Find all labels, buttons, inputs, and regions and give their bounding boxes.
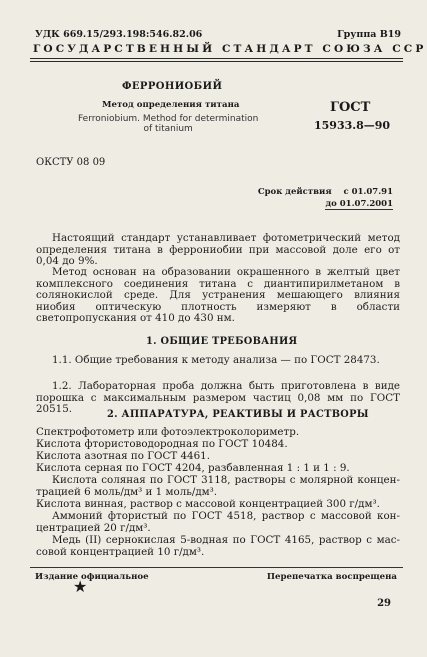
document-name: ФЕРРОНИОБИЙ <box>122 81 223 92</box>
section-2-item: Спектрофотометр или фотоэлектроколориметр. <box>36 426 300 438</box>
header-rule-thick <box>30 58 403 59</box>
section-2-title: 2. АППАРАТУРА, РЕАКТИВЫ И РАСТВОРЫ <box>107 409 369 420</box>
validity-label: Срок действия <box>257 187 332 197</box>
english-title-line2: of titanium <box>143 123 193 134</box>
validity-block <box>258 186 393 210</box>
okstu-code: ОКСТУ 08 09 <box>36 157 106 168</box>
group-code: Группа В19 <box>337 29 401 40</box>
page-number: 29 <box>377 598 391 609</box>
section-2-item: Кислота азотная по ГОСТ 4461. <box>36 450 210 462</box>
gost-number: 15933.8—90 <box>314 119 391 132</box>
section-2-item: Кислота фтористоводородная по ГОСТ 10484. <box>36 438 288 450</box>
section-2-item: Кислота соляная по ГОСТ 3118, растворы с молярной концентрацией 6 моль/дм³ и 1 моль/дм³. <box>36 474 400 498</box>
official-edition-label: Издание официальное <box>35 572 149 582</box>
english-title <box>78 115 258 134</box>
intro-paragraph-1: Настоящий стандарт устанавливает фотометрический метод определения титана в феррониобии при массовой доле его от 0,04 до 9%. <box>36 232 400 268</box>
section-1-item: 1.2. Лабораторная проба должна быть приготовлена в виде порошка с максимальным размером частиц 0,08 мм по ГОСТ 20515. <box>36 380 400 416</box>
english-title-line1: Ferroniobium. Method for determination <box>78 114 259 124</box>
method-title: Метод определения титана <box>102 100 240 110</box>
intro-paragraph-2: Метод основан на образовании окрашенного в желтый цвет комплексного соединения титана с диантипирилметаном в солянокислой среде. Для устранения мешающего влияния ниобия оптическую плотность измеряют в области светопропускания от 410 до 430 нм. <box>36 266 400 325</box>
section-1-title: 1. ОБЩИЕ ТРЕБОВАНИЯ <box>146 336 298 347</box>
section-2-item: Аммоний фтористый по ГОСТ 4518, раствор с массовой концентрацией 20 г/дм³. <box>36 510 400 534</box>
header-rule-thin <box>30 61 403 62</box>
section-2-item: Медь (II) сернокислая 5-водная по ГОСТ 4165, раствор с массовой концентрацией 10 г/дм³. <box>36 534 400 558</box>
reprint-prohibited-label: Перепечатка воспрещена <box>266 572 397 582</box>
standard-title: ГОСУДАРСТВЕННЫЙ СТАНДАРТ СОЮЗА ССР <box>33 43 427 55</box>
star-icon: ★ <box>73 577 88 596</box>
section-2-item: Кислота серная по ГОСТ 4204, разбавленная 1 : 1 и 1 : 9. <box>36 462 350 474</box>
udc-code: УДК 669.15/293.198:546.82.06 <box>35 29 203 40</box>
section-2-item: Кислота винная, раствор с массовой концентрацией 300 г/дм³. <box>36 498 380 510</box>
validity-until: до 01.07.2001 <box>325 199 393 209</box>
footer-rule <box>30 567 403 568</box>
validity-from: с 01.07.91 <box>343 187 393 197</box>
section-1-item: 1.1. Общие требования к методу анализа — по ГОСТ 28473. <box>52 354 380 366</box>
gost-label: ГОСТ <box>330 100 371 115</box>
